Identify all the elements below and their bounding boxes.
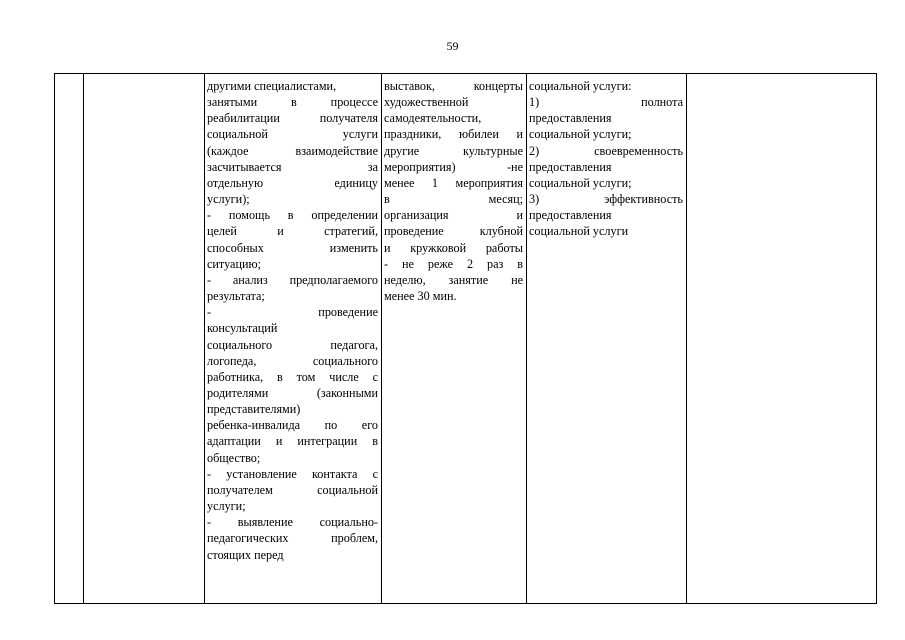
text-line: представителями): [207, 402, 301, 417]
text-line: способных изменить: [207, 240, 378, 255]
text-line: предоставления: [529, 111, 612, 126]
text-line: занятыми в процессе: [207, 95, 378, 110]
text-line: 2) своевременность: [529, 143, 683, 158]
text-line: социальной услуги;: [529, 127, 632, 142]
text-line: услуги);: [207, 192, 250, 207]
text-line: 1) полнота: [529, 95, 683, 110]
text-line: другими специалистами,: [207, 79, 337, 93]
service-description-text: [205, 74, 381, 563]
text-line: - проведение: [207, 305, 378, 320]
page-number: 59: [446, 39, 459, 53]
cell-conditions: [687, 74, 877, 604]
cell-service-volume: [382, 74, 527, 604]
text-line: целей и стратегий,: [207, 224, 378, 239]
text-line: предоставления: [529, 159, 612, 174]
quality-indicators-text: [527, 74, 686, 240]
text-line: предоставления: [529, 208, 612, 223]
text-line: засчитывается за: [207, 159, 378, 174]
text-line: выставок, концерты: [384, 79, 523, 93]
text-line: - анализ предполагаемого: [207, 272, 378, 287]
services-table: [54, 73, 877, 604]
text-line: ребенка-инвалида по его: [207, 418, 378, 433]
service-volume-text: [382, 74, 526, 304]
text-line: получателем социальной: [207, 482, 378, 497]
text-line: стоящих перед: [207, 547, 284, 562]
text-line: социальной услуги:: [529, 79, 632, 93]
text-line: (каждое взаимодействие: [207, 143, 378, 158]
text-line: консультаций: [207, 321, 278, 336]
text-line: работника, в том числе с: [207, 369, 378, 384]
text-line: в месяц;: [384, 192, 523, 207]
cell-quality-indicators: [527, 74, 687, 604]
text-line: социальной услуги;: [529, 175, 632, 190]
text-line: менее 1 мероприятия: [384, 175, 523, 190]
text-line: общество;: [207, 450, 261, 465]
text-line: - не реже 2 раз в: [384, 256, 523, 271]
text-line: услуги;: [207, 499, 246, 514]
text-line: мероприятия) -не: [384, 159, 523, 174]
text-line: организация и: [384, 208, 523, 223]
text-line: - установление контакта с: [207, 466, 378, 481]
text-line: и кружковой работы: [384, 240, 523, 255]
text-line: проведение клубной: [384, 224, 523, 239]
text-line: праздники, юбилеи и: [384, 127, 523, 142]
text-line: адаптации и интеграции в: [207, 434, 378, 449]
text-line: самодеятельности,: [384, 111, 482, 126]
text-line: ситуацию;: [207, 256, 261, 271]
text-line: менее 30 мин.: [384, 289, 457, 304]
text-line: реабилитации получателя: [207, 111, 378, 126]
text-line: художественной: [384, 95, 469, 110]
cell-service-name: [84, 74, 205, 604]
text-line: другие культурные: [384, 143, 523, 158]
cell-service-description: [205, 74, 382, 604]
table-row: [55, 74, 877, 604]
text-line: неделю, занятие не: [384, 272, 523, 287]
text-line: отдельную единицу: [207, 175, 378, 190]
text-line: родителями (законными: [207, 385, 378, 400]
text-line: социальной услуги: [529, 224, 629, 239]
text-line: педагогических проблем,: [207, 531, 378, 546]
text-line: социального педагога,: [207, 337, 378, 352]
text-line: результата;: [207, 289, 265, 304]
text-line: - помощь в определении: [207, 208, 378, 223]
cell-number: [55, 74, 84, 604]
text-line: - выявление социально-: [207, 515, 378, 530]
text-line: 3) эффективность: [529, 192, 683, 207]
text-line: социальной услуги: [207, 127, 378, 142]
text-line: логопеда, социального: [207, 353, 378, 368]
